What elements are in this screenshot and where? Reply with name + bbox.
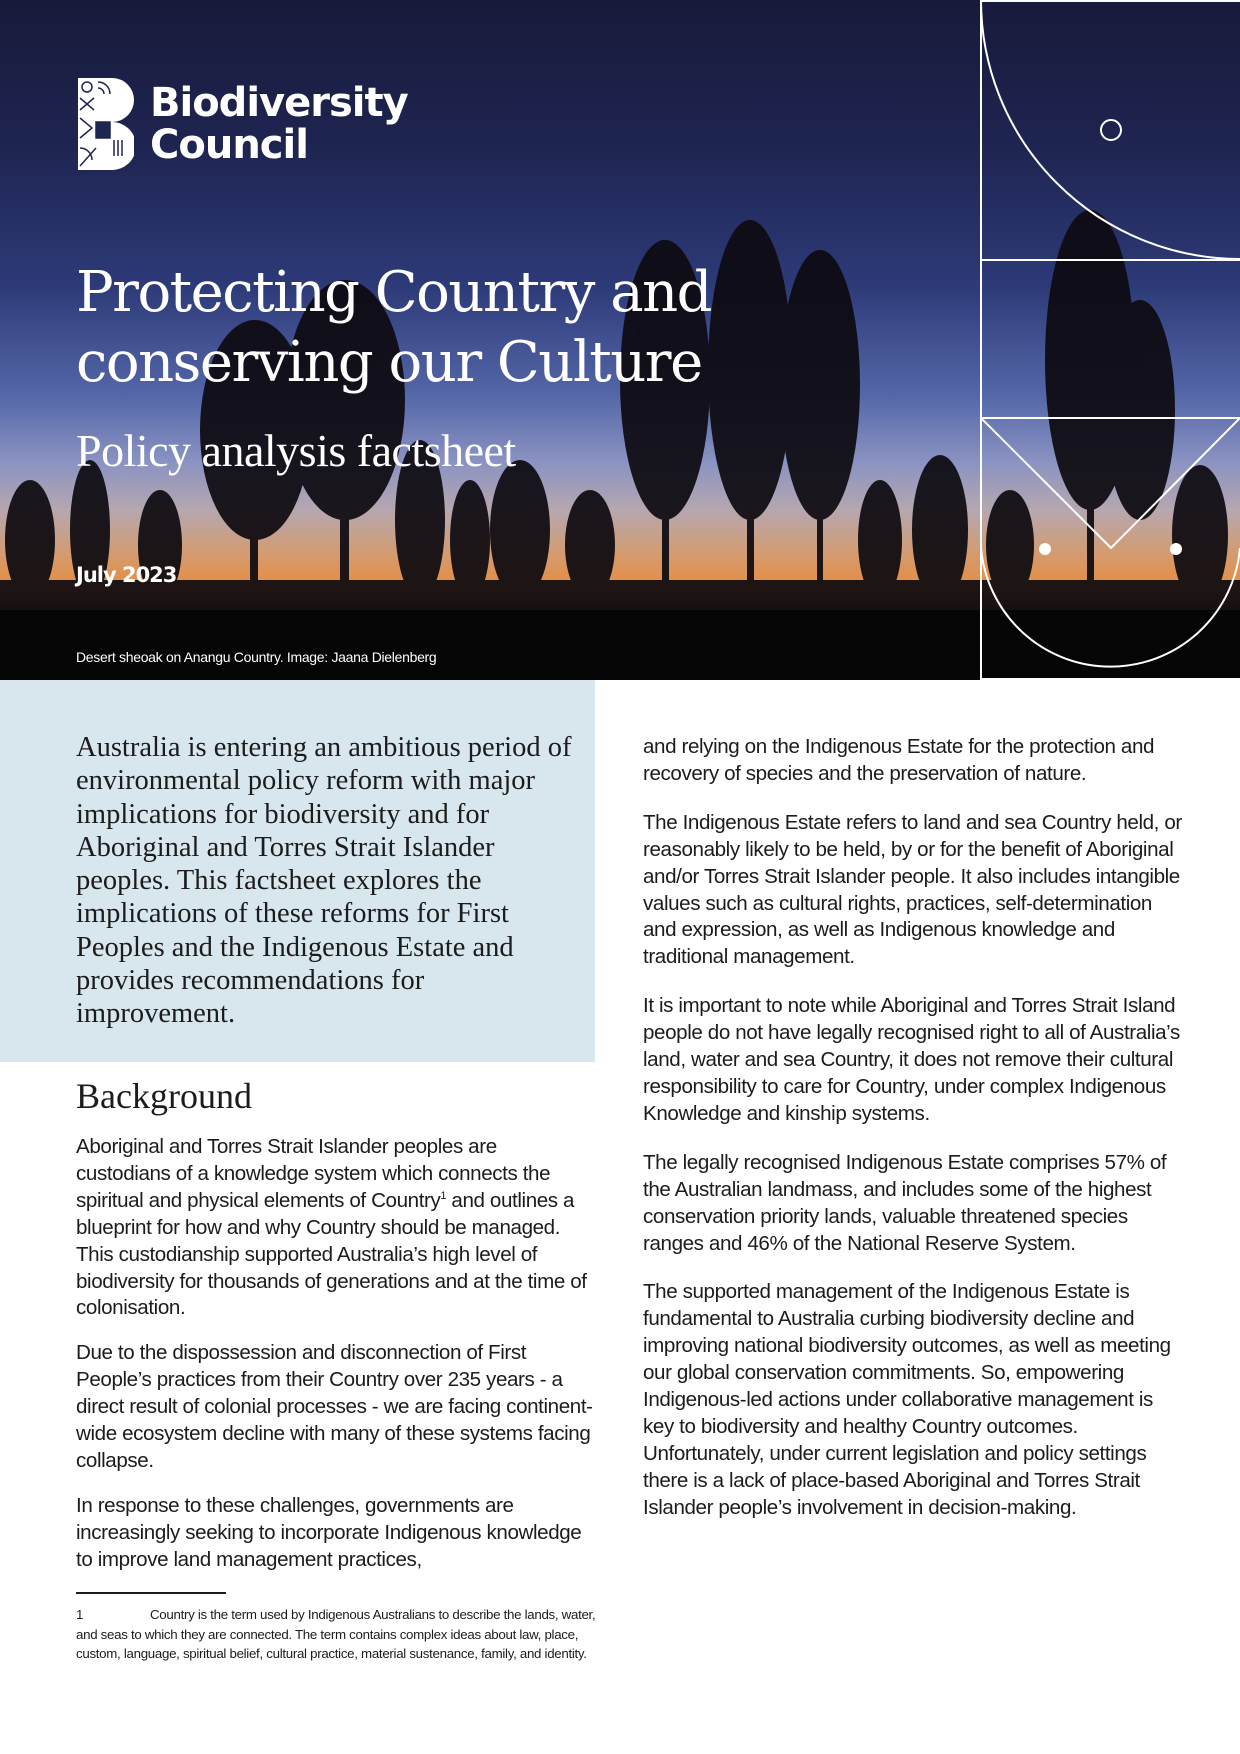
title-line-2: conserving our Culture xyxy=(76,330,702,395)
right-column-body xyxy=(643,734,1183,1544)
logo-line-1: Biodiversity xyxy=(150,80,408,126)
body-paragraph: Aboriginal and Torres Strait Islander peoples are custodians of a knowledge system which connects the spiritual and physical elements of Country$^1$ and outlines a blueprint for how and why Country should be managed. This custodianship supported Australia’s high level of biodiversity for thousands of generations and at the time of colonisation. xyxy=(76,1135,587,1320)
intro-summary: Australia is entering an ambitious period of environmental policy reform with major implications for biodiversity and for Aboriginal and Torres Strait Islander peoples. This factsheet explores the implications of these reforms for First Peoples and the Indigenous Estate and provides recommendations for improvement. xyxy=(76,732,572,1030)
footnote-number: 1 xyxy=(76,1607,84,1622)
biodiversity-council-logo[interactable] xyxy=(78,78,408,170)
body-paragraph: The Indigenous Estate refers to land and sea Country held, or reasonably likely to be held, by or for the benefit of Aboriginal and/or Torres Strait Islander people. It also includes intangible values such as cultural rights, practices, self-determination and expression, as well as Indigenous knowledge and traditional management. xyxy=(643,810,1182,969)
page-subtitle: Policy analysis factsheet xyxy=(76,425,516,476)
body-paragraph: Due to the dispossession and disconnection of First People’s practices from their Country over 235 years - a direct result of colonial processes - we are facing continent-wide ecosystem decline with many of these systems facing collapse. xyxy=(76,1341,593,1472)
body-paragraph: In response to these challenges, governments are increasingly seeking to incorporate Indigenous knowledge to improve land management practices, xyxy=(76,1493,582,1571)
geometric-decoration-icon xyxy=(980,0,1240,680)
body-paragraph: The supported management of the Indigenous Estate is fundamental to Australia curbing biodiversity decline and improving national biodiversity outcomes, as well as meeting our global conservation commitments. So, empowering Indigenous-led actions under collaborative management is key to biodiversity and healthy Country outcomes. Unfortunately, under current legislation and policy settings there is a lack of place-based Aboriginal and Torres Strait Islander people’s involvement in decision-making. xyxy=(643,1280,1171,1519)
section-heading-background: Background xyxy=(76,1076,252,1116)
hero-banner xyxy=(0,0,1240,680)
left-column-body xyxy=(76,1134,596,1592)
publication-date: July 2023 xyxy=(76,563,177,587)
footnote-ref-link[interactable]: 1 xyxy=(440,1189,447,1202)
body-paragraph: The legally recognised Indigenous Estate comprises 57% of the Australian landmass, and includes some of the highest conservation priority lands, valuable threatened species ranges and 46% of the National Reserve System. xyxy=(643,1150,1167,1255)
title-line-1: Protecting Country and xyxy=(76,260,712,325)
logo-line-2: Council xyxy=(150,122,308,168)
logo-wordmark xyxy=(150,82,408,166)
body-paragraph: It is important to note while Aboriginal and Torres Strait Island people do not have legally recognised right to all of Australia’s land, water and sea Country, it does not remove their cultural responsibility to care for Country, under complex Indigenous Knowledge and kinship systems. xyxy=(643,994,1180,1125)
body-paragraph: and relying on the Indigenous Estate for the protection and recovery of species and the preservation of nature. xyxy=(643,735,1155,785)
image-caption: Desert sheoak on Anangu Country. Image: Jaana Dielenberg xyxy=(76,649,437,665)
logo-b-mark-icon xyxy=(78,78,134,170)
footnote xyxy=(76,1605,606,1664)
footnote-divider xyxy=(76,1592,226,1594)
footnote-text: Country is the term used by Indigenous Australians to describe the lands, water, and seas to which they are connected. The term contains complex ideas about law, place, custom, language, spiritual belief, cultural practice, material sustenance, family, and identity. xyxy=(76,1607,596,1661)
page-title xyxy=(76,258,711,398)
